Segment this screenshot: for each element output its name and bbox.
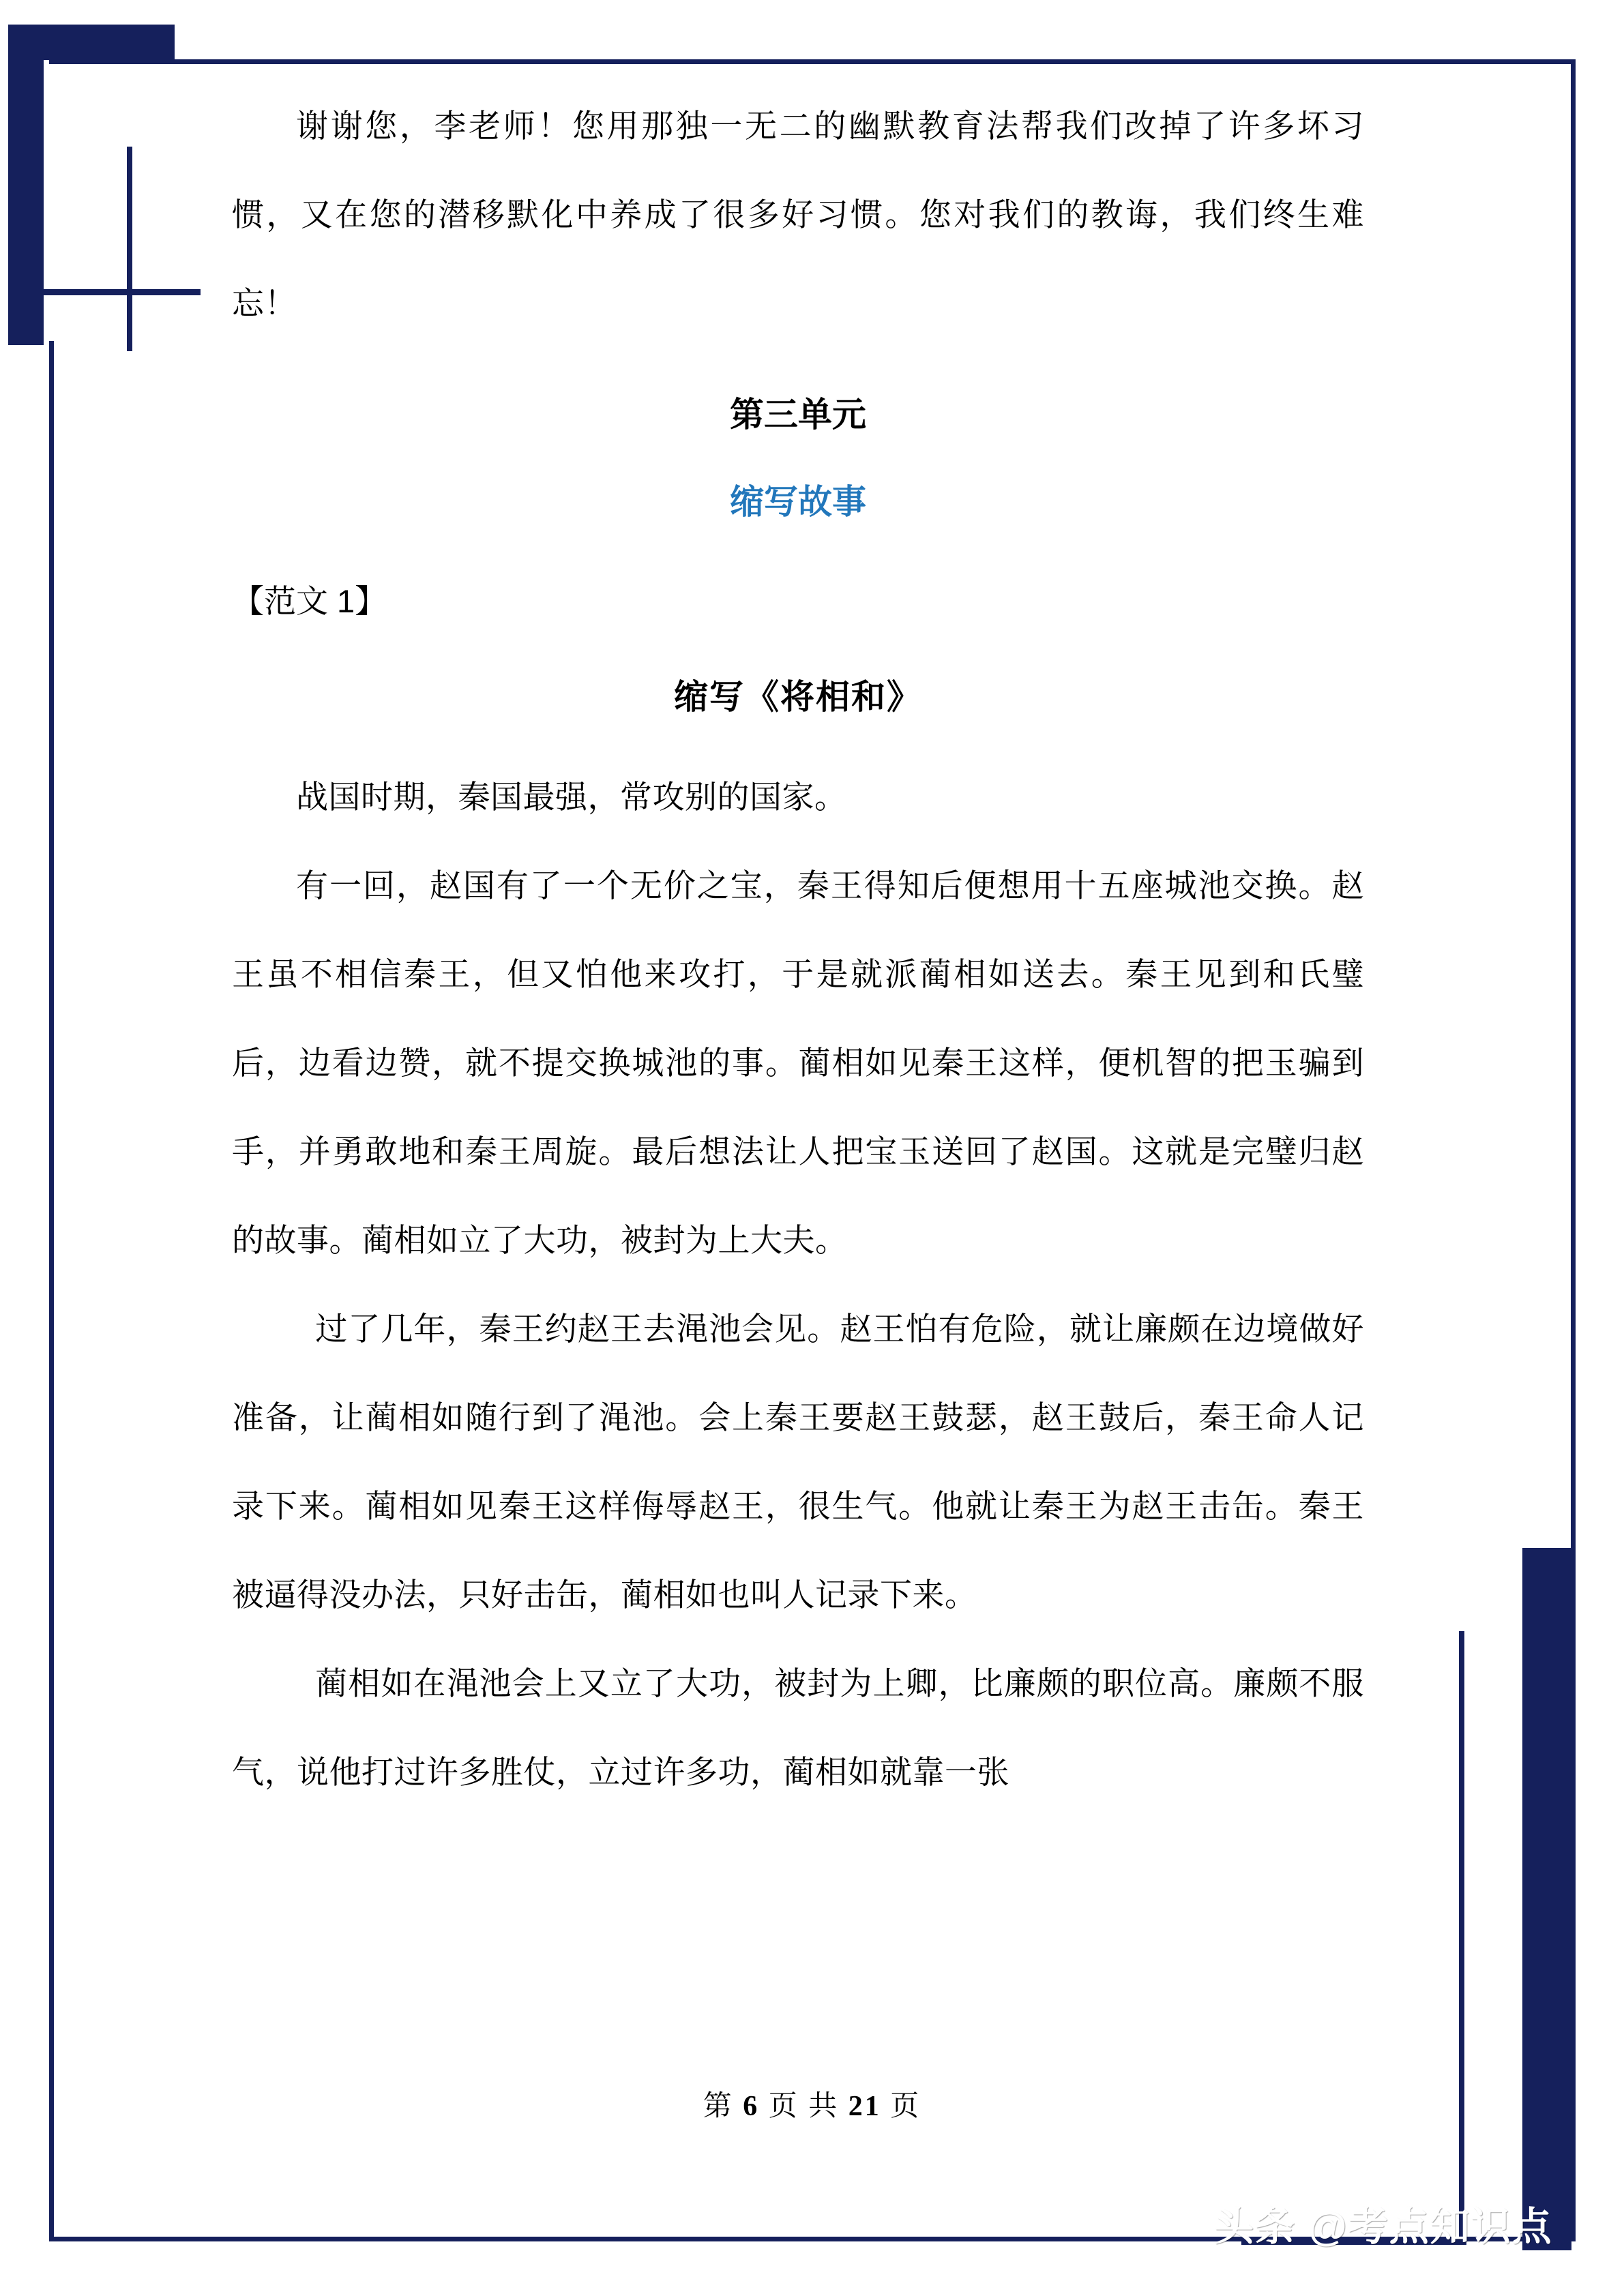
essay-paragraph-4: 蔺相如在渑池会上又立了大功，被封为上卿，比廉颇的职位高。廉颇不服气，说他打过许多胜仗，立过许多功，蔺相如就靠一张: [232, 1665, 1364, 1790]
cross-decoration-vertical: [127, 147, 132, 351]
frame-border-right: [1571, 59, 1576, 2241]
paragraph-closing-thanks: 谢谢您，李老师！您用那独一无二的幽默教育法帮我们改掉了许多坏习惯，又在您的潜移默化中养成了很多好习惯。您对我们的教诲，我们终生难忘！: [232, 108, 1364, 321]
footer-current-page: 6: [743, 2091, 760, 2122]
watermark-label: 头条 @考点知识点: [1214, 2205, 1553, 2249]
document-content: [232, 82, 1364, 1817]
footer-suffix: 页: [890, 2091, 921, 2122]
essay-paragraph-1: 战国时期，秦国最强，常攻别的国家。: [296, 779, 847, 815]
title-spacer: [232, 730, 1364, 753]
page-footer: [0, 2083, 1624, 2124]
cross-decoration-horizontal: [44, 289, 201, 295]
essay-title: 缩写《将相和》: [674, 678, 922, 716]
corner-decoration-bottom-right-thin-vertical: [1459, 1631, 1464, 2245]
corner-decoration-top-left-vertical: [8, 25, 44, 345]
footer-total-pages: 21: [848, 2091, 881, 2122]
footer-middle: 页 共: [768, 2091, 840, 2122]
frame-border-top: [49, 59, 1576, 64]
essay-paragraph-3: 过了几年，秦王约赵王去渑池会见。赵王怕有危险，就让廉颇在边境做好准备，让蔺相如随行到了渑池。会上秦王要赵王鼓瑟，赵王鼓后，秦王命人记录下来。蔺相如见秦王这样侮辱赵王，很生气。他就让秦王为赵王击缶。秦王被逼得没办法，只好击缶，蔺相如也叫人记录下来。: [232, 1311, 1364, 1613]
frame-border-left: [49, 341, 54, 2241]
footer-prefix: 第: [703, 2091, 734, 2122]
essay-paragraph-2: 有一回，赵国有了一个无价之宝，秦王得知后便想用十五座城池交换。赵王虽不相信秦王，但又怕他来攻打，于是就派蔺相如送去。秦王见到和氏璧后，边看边赞，就不提交换城池的事。蔺相如见秦王这样，便机智的把玉骗到手，并勇敢地和秦王周旋。最后想法让人把宝玉送回了赵国。这就是完璧归赵的故事。蔺相如立了大功，被封为上大夫。: [232, 867, 1364, 1258]
sample-essay-label: 【范文 1】: [232, 583, 387, 619]
corner-decoration-bottom-right-thick-vertical: [1522, 1548, 1571, 2250]
unit-heading: 第三单元: [730, 396, 866, 434]
topic-heading: 缩写故事: [730, 483, 866, 521]
